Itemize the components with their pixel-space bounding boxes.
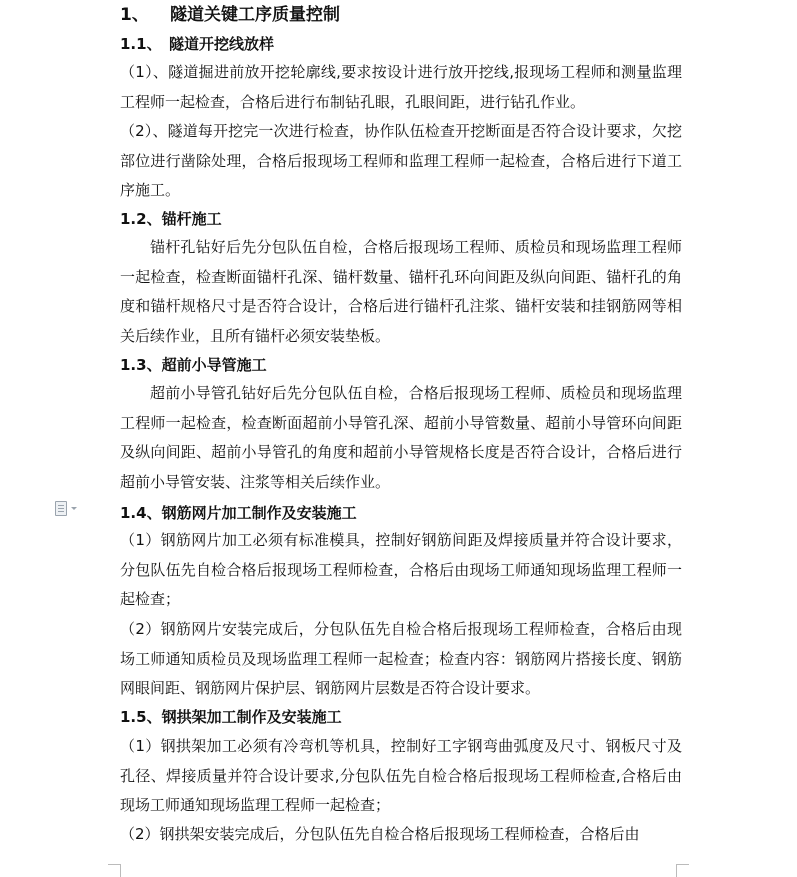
paragraph-1-2-1: 锚杆孔钻好后先分包队伍自检，合格后报现场工程师、质检员和现场监理工程师一起检查，检查断面锚杆孔深、锚杆数量、锚杆孔环向间距及纵向间距、锚杆孔的角度和锚杆规格尺寸是否符合设计，合格后进行锚杆孔注浆、锚杆安装和挂钢筋网等相关后续作业，且所有锚杆必须安装垫板。 xyxy=(120,238,682,345)
page-corner-marker-left xyxy=(108,864,121,877)
paragraph-1-1-1: （1）、隧道掘进前放开挖轮廓线,要求按设计进行放开挖线,报现场工程师和测量监理工程师一起检查，合格后进行布制钻孔眼，孔眼间距，进行钻孔作业。 xyxy=(120,63,682,111)
section-title: 隧道关键工序质量控制 xyxy=(170,5,340,25)
paragraph-1-3-1: 超前小导管孔钻好后先分包队伍自检，合格后报现场工程师、质检员和现场监理工程师一起检查，检查断面超前小导管孔深、超前小导管数量、超前小导管环向间距及纵向间距、超前小导管孔的角度和超前小导管规格长度是否符合设计，合格后进行超前小导管安装、注浆等相关后续作业。 xyxy=(120,384,682,491)
subsection-number: 1.1、 xyxy=(120,35,162,53)
paragraph-1-5-2: （2）钢拱架安装完成后，分包队伍先自检合格后报现场工程师检查，合格后由 xyxy=(120,825,640,843)
document-icon xyxy=(55,501,67,516)
subsection-heading-1-1 xyxy=(120,31,274,57)
paragraph-1-5-1: （1）钢拱架加工必须有冷弯机等机具，控制好工字钢弯曲弧度及尺寸、钢板尺寸及孔径、焊接质量并符合设计要求,分包队伍先自检合格后报现场工程师检查,合格后由现场工师通知现场监理工程师一起检查； xyxy=(120,737,682,814)
chevron-down-icon xyxy=(71,507,77,510)
subsection-title: 隧道开挖线放样 xyxy=(169,35,275,53)
section-number: 1、 xyxy=(120,5,149,25)
subsection-heading-1-5: 1.5、钢拱架加工制作及安装施工 xyxy=(120,708,342,726)
paragraph-1-4-2: （2）钢筋网片安装完成后，分包队伍先自检合格后报现场工程师检查，合格后由现场工师通知质检员及现场监理工程师一起检查；检查内容：钢筋网片搭接长度、钢筋网眼间距、钢筋网片保护层、钢筋网片层数是否符合设计要求。 xyxy=(120,620,682,697)
subsection-heading-1-2: 1.2、锚杆施工 xyxy=(120,210,222,228)
document-options-icon[interactable] xyxy=(55,500,81,516)
section-heading xyxy=(120,2,340,28)
page-corner-marker-right xyxy=(676,864,689,877)
paragraph-1-1-2: （2）、隧道每开挖完一次进行检查，协作队伍检查开挖断面是否符合设计要求，欠挖部位进行凿除处理，合格后报现场工程师和监理工程师一起检查，合格后进行下道工序施工。 xyxy=(120,122,682,199)
subsection-heading-1-3: 1.3、超前小导管施工 xyxy=(120,356,267,374)
paragraph-1-4-1: （1）钢筋网片加工必须有标准模具，控制好钢筋间距及焊接质量并符合设计要求，分包队伍先自检合格后报现场工程师检查，合格后由现场工师通知现场监理工程师一起检查； xyxy=(120,531,682,608)
subsection-heading-1-4: 1.4、钢筋网片加工制作及安装施工 xyxy=(120,504,357,522)
